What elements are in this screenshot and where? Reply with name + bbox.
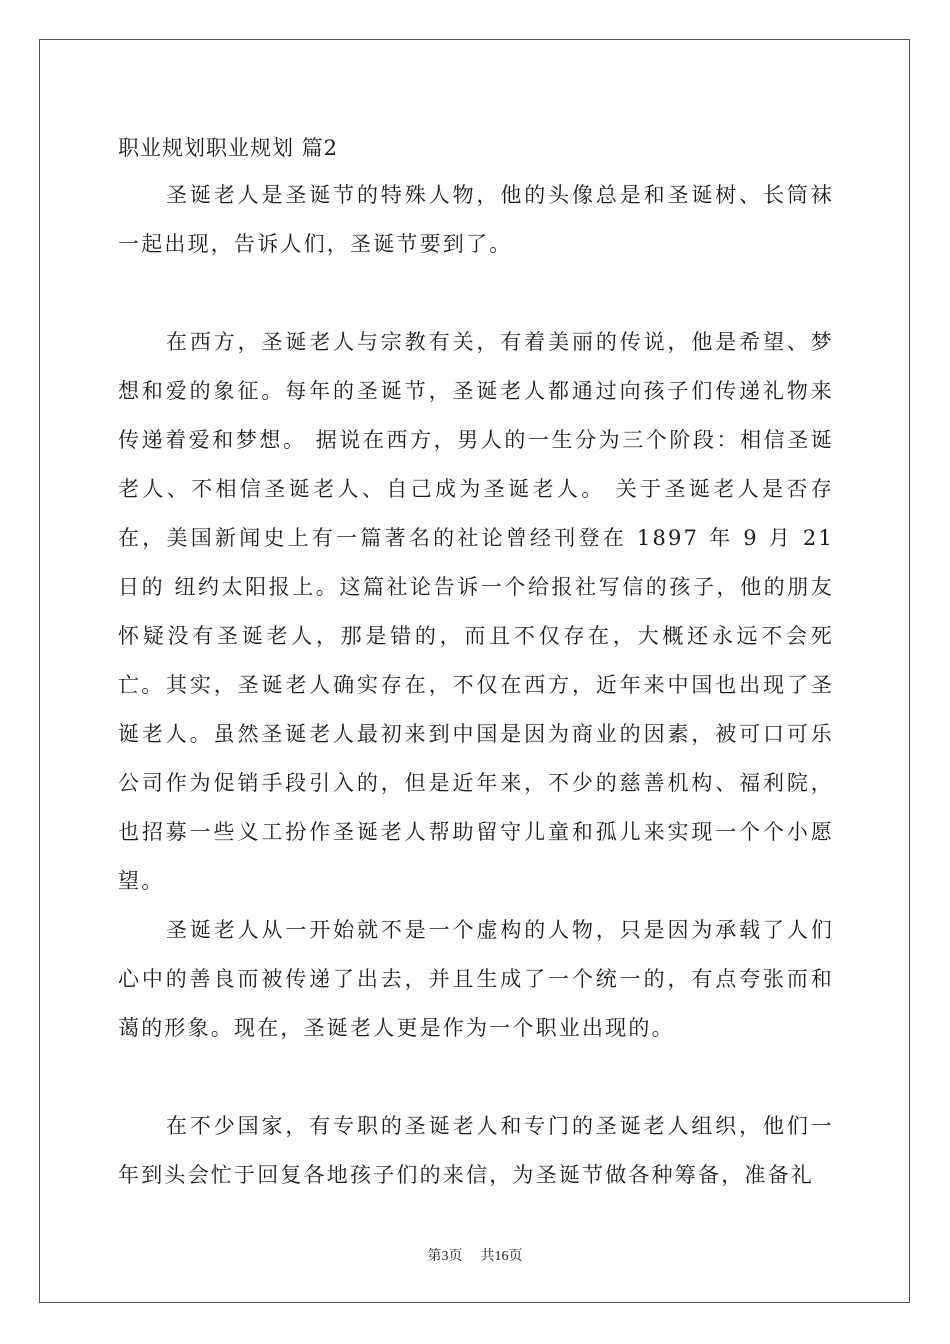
paragraph: 其实，圣诞老人确实存在，不仅在西方，近年来中国也出现了圣诞老人。虽然圣诞老人最初来到中国是因为商业的因素，被可口可乐公司作为促销手段引入的，但是近年来，不少的慈善机构、福利院，也招募一些义工扮作圣诞老人帮助留守儿童和孤儿来实现一个个小愿望。	[118, 673, 834, 893]
paragraph: 圣诞老人从一开始就不是一个虚构的人物，只是因为承载了人们心中的善良而被传递了出去，并且生成了一个统一的，有点夸张而和蔼的形象。现在，圣诞老人更是作为一个职业出现的。	[118, 918, 834, 1040]
paragraph: 在不少国家，有专职的圣诞老人和专门的圣诞老人组织，他们一年到头会忙于回复各地孩子们的来信，为圣诞节做各种筹备，准备礼	[118, 1114, 834, 1187]
paragraph: 在西方，圣诞老人与宗教有关，有着美丽的传说，他是希望、梦想和爱的象征。每年的圣诞节，圣诞老人都通过向孩子们传递礼物来传递着爱和梦想。 据说在西方，男人的一生分为三个阶段：相信圣诞老人、不相信圣诞老人、自己成为圣诞老人。 关于圣诞老人是否存在，美国新闻史上有一篇著名的社论曾经刊登在 1897 年 9 月 21 日的 纽约太阳报上。这篇社论告诉一个给报社写信的孩子，他的朋友怀疑没有圣诞老人，那是错的，而且不仅存在，大概还永远不会死亡。	[118, 330, 834, 697]
page-footer	[0, 1245, 950, 1265]
page-number: 第3页	[427, 1249, 463, 1264]
paragraph: 圣诞老人是圣诞节的特殊人物，他的头像总是和圣诞树、长筒袜一起出现，告诉人们，圣诞节要到了。	[118, 183, 834, 256]
page-total: 共16页	[480, 1249, 523, 1264]
section-heading: 职业规划职业规划 篇2	[118, 136, 339, 160]
